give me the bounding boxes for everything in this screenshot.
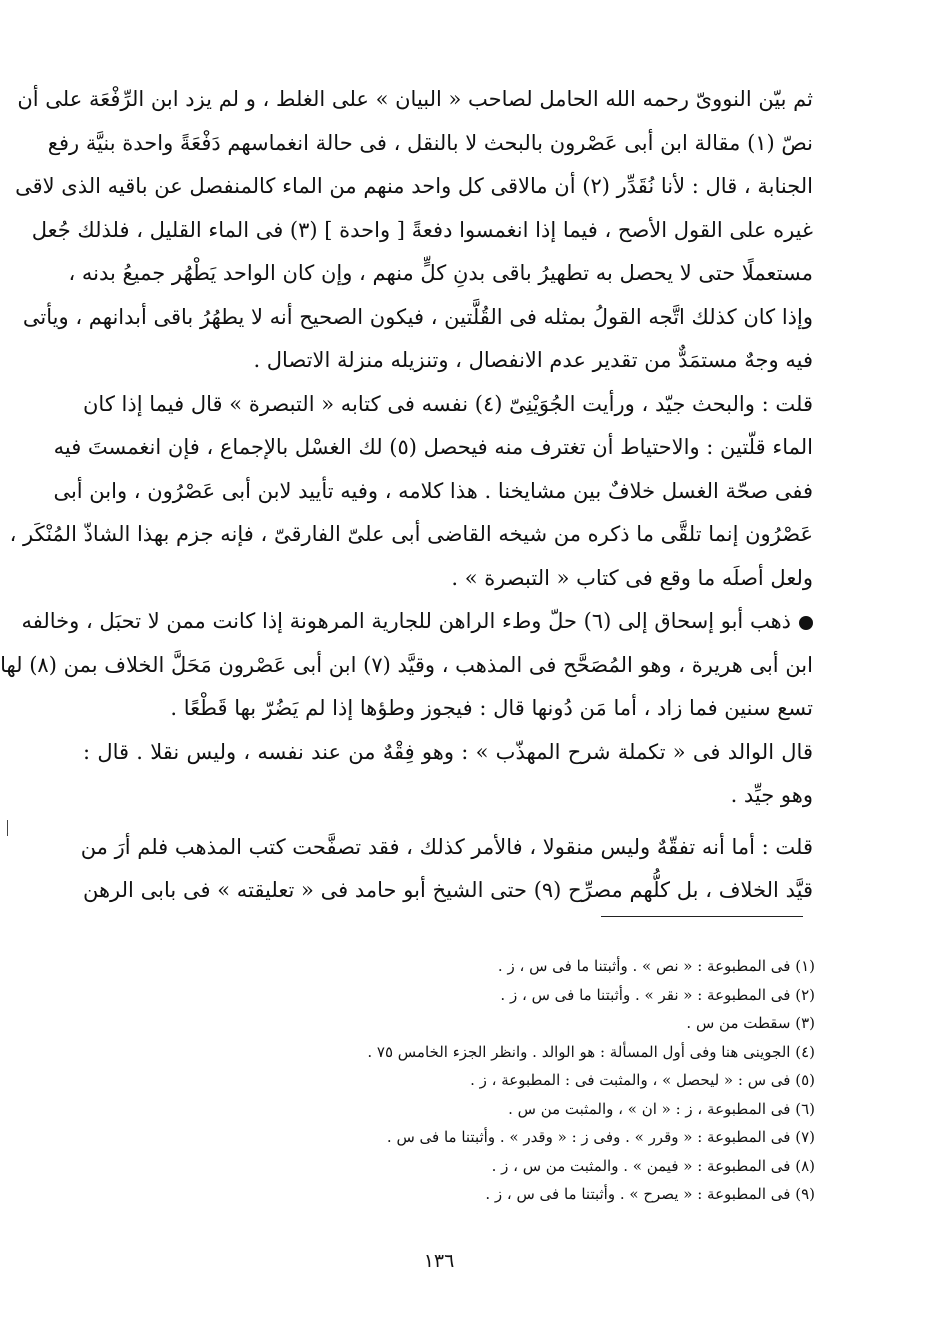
- text-line: غيره على القول الأصح ، فيما إذا انغمسوا دفعةً [ واحدة ] (٣) فى الماء القليل ، فلذلك جُعل: [31, 217, 813, 242]
- text-line: قال الوالد فى « تكملة شرح المهذّب » : وهو فِقْهٌ من عند نفسه ، وليس نقلا . قال :: [83, 739, 813, 764]
- footnote: (٢) فى المطبوعة : « نقر » . وأثبتنا ما فى س ، ز .: [500, 985, 815, 1004]
- text-line: ولعل أصلَه ما وقع فى كتاب « التبصرة » .: [451, 565, 813, 590]
- text-line: فيه وجهٌ مستمَدٌّ من تقدير عدم الانفصال ، وتنزيله منزلة الاتصال .: [253, 348, 813, 372]
- text-line: ثم بيّن النووىّ رحمه الله الحامل لصاحب « البيان » على الغلط ، و لم يزد ابن الرِّفْعَة على أن: [17, 87, 813, 111]
- text-line: قيَّد الخلاف ، بل كلُّهم مصرِّح (٩) حتى الشيخ أبو حامد فى « تعليقته » فى بابى الرهن: [83, 878, 814, 902]
- margin-mark: [7, 820, 8, 836]
- footnote: (٩) فى المطبوعة : « يصرح » . وأثبتنا ما فى س ، ز .: [485, 1185, 815, 1203]
- footnote-separator: [601, 916, 803, 917]
- footnote: (١) فى المطبوعة : « نص » . وأثبتنا ما فى س ، ز .: [497, 957, 815, 975]
- text-line: قلت : أما أنه تفقّهٌ وليس منقولا ، فالأمر كذلك ، فقد تصفَّحت كتب المذهب فلم أرَ من: [80, 834, 813, 859]
- footnote: (٨) فى المطبوعة : « فيمن » . والمثبت من س ، ز .: [491, 1156, 815, 1175]
- bullet-dot-icon: [799, 616, 813, 630]
- text-line: وهو جيِّد .: [730, 783, 813, 807]
- footnote: (٤) الجوينى هنا وفى أول المسألة : هو الوالد . وانظر الجزء الخامس ٧٥ .: [367, 1042, 815, 1061]
- main-text: [0, 78, 814, 913]
- footnote: (٥) فى س : « ليحصل » ، والمثبت فى : المطبوعة ، ز .: [470, 1071, 815, 1089]
- footnotes: [205, 952, 815, 1209]
- text-line: ذهب أبو إسحاق إلى (٦) حلّ وطء الراهن للجارية المرهونة إذا كانت ممن لا تحبَل ، وخالفه: [21, 609, 791, 633]
- footnote: (٣) سقطت من س .: [686, 1014, 815, 1032]
- text-line: ابن أبى هريرة ، وهو المُصَحَّح فى المذهب ، وقيَّد (٧) ابن أبى عَصْرون مَحَلَّ الخلاف بمن (٨) لها: [0, 652, 813, 677]
- text-line: تسع سنين فما زاد ، أما مَن دُونها قال : فيجوز وطؤها إذا لم يَضُرّ بها قَطْعًا .: [170, 696, 813, 720]
- text-line: الجنابة ، قال : لأنا نُقَدِّر (٢) أن مالاقى كل واحد منهم من الماء كالمنفصل عن باقيه الذى لاقى: [15, 174, 813, 198]
- text-line: الماء قلّتين : والاحتياط أن تغترف منه فيحصل (٥) لك الغسْل بالإجماع ، فإن انغمستَ فيه: [53, 435, 813, 459]
- footnote: (٦) فى المطبوعة ، ز : « ان » ، والمثبت من س .: [508, 1099, 815, 1118]
- text-line: مستعملًا حتى لا يحصل به تطهيرُ باقى بدنِ كلٍّ منهم ، وإن كان الواحد يَطْهُر جميعُ بدنه ،: [68, 261, 813, 285]
- text-line: عَصْرُون إنما تلقَّى ما ذكره من شيخه القاضى أبى علىّ الفارقىّ ، فإنه جزم بهذا الشاذّ المُنْكَر ،: [9, 522, 813, 546]
- text-line: قلت : والبحث جيّد ، ورأيت الجُوَيْنِىّ (٤) نفسه فى كتابه « التبصرة » قال فيما إذا كان: [83, 391, 813, 416]
- footnote: (٧) فى المطبوعة : « وقرر » . وفى ز : « وقدر » . وأثبتنا ما فى س .: [386, 1128, 815, 1146]
- text-line: نصّ (١) مقالة ابن أبى عَصْرون بالبحث لا بالنقل ، فى حالة انغماسهم دَفْعَةً واحدة بنيَّة رفع: [47, 130, 813, 155]
- page-number: ١٣٦: [423, 1250, 455, 1272]
- bullet-paragraph-line: [21, 600, 813, 644]
- text-line: وإذا كان كذلك اتَّجه القولُ بمثله فى القُلَّتين ، فيكون الصحيح أنه لا يطهُرُ باقى أبدانهم ، ويأتى: [22, 304, 813, 329]
- text-line: ففى صحّة الغسل خلافٌ بين مشايخنا . هذا كلامه ، وفيه تأييد لابن أبى عَصْرُون ، وابن أبى: [53, 478, 813, 503]
